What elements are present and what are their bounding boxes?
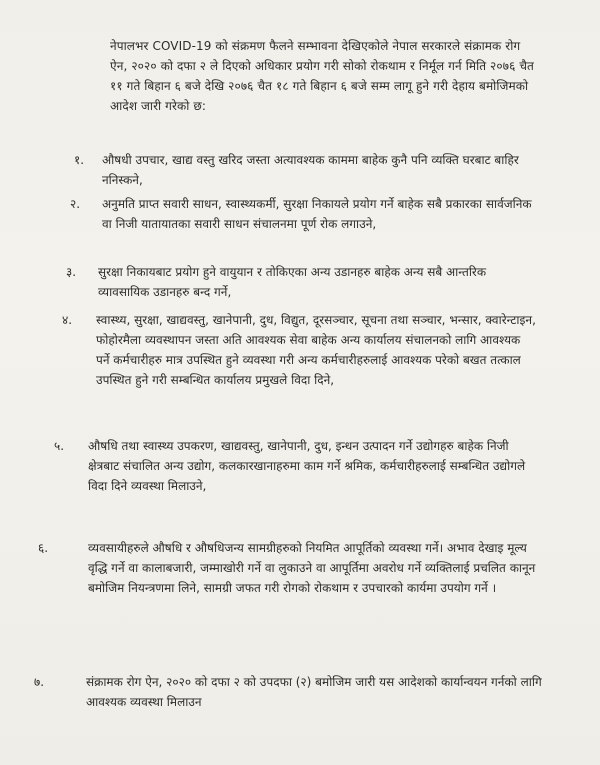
item-number: ४. [62, 313, 73, 327]
item-text: सुरक्षा निकायबाट प्रयोग हुने वायुयान र तोकिएका अन्य उडानहरु बाहेक अन्य सबै आन्तरिक व्यावसायिक उडानहरु बन्द गर्ने, [98, 265, 487, 299]
item-number: ७. [34, 675, 45, 689]
item-text: अनुमति प्राप्त सवारी साधन, स्वास्थ्यकर्मी, सुरक्षा निकायले प्रयोग गर्ने बाहेक सबै प्रकारका सार्वजनिक वा निजी यातायातका सवारी साधन संचालनमा पूर्ण रोक लगाउने, [102, 197, 532, 231]
item-number: १. [74, 153, 85, 167]
item-number: ३. [66, 265, 77, 279]
item-text: व्यवसायीहरुले औषधि र औषधिजन्य सामग्रीहरुको नियमित आपूर्तिको व्यवस्था गर्ने। अभाव देखाइ मूल्य वृद्धि गर्ने वा कालाबजारी, जम्माखोरी गर्ने वा लुकाउने वा आपूर्तिमा अवरोध गर्ने व्यक्तिलाई प्रचलित कानून बमोजिम नियन्त्रणमा लिने, सामग्री जफत गरी रोगको रोकथाम र उपचारको कार्यमा उपयोग गर्ने । [88, 541, 536, 595]
item-text: संक्रामक रोग ऐन, २०२० को दफा २ को उपदफा (२) बमोजिम जारी यस आदेशको कार्यान्वयन गर्नको लागि आवश्यक व्यवस्था मिलाउन [86, 675, 542, 709]
intro-paragraph: नेपालभर COVID-19 को संक्रमण फैलने सम्भावना देखिएकोले नेपाल सरकारले संक्रामक रोग ऐन, २०२० को दफा २ ले दिएको अधिकार प्रयोग गरी सोको रोकथाम र निर्मूल गर्न मिति २०७६ चैत ११ गते बिहान ६ बजे देखि २०७६ चैत १८ गते बिहान ६ बजे सम्म लागू हुने गरी देहाय बमोजिमको आदेश जारी गरेको छ: [110, 39, 534, 113]
item-text: औषधि तथा स्वास्थ्य उपकरण, खाद्यवस्तु, खानेपानी, दुध, इन्धन उत्पादन गर्ने उद्योगहरु बाहेक निजी क्षेत्रबाट संचालित अन्य उद्योग, कलकारखानाहरुमा काम गर्ने श्रमिक, कर्मचारीहरुलाई सम्बन्धित उद्योगले विदा दिने व्यवस्था मिलाउने, [88, 439, 526, 493]
item-text: औषधी उपचार, खाद्य वस्तु खरिद जस्ता अत्यावश्यक काममा बाहेक कुनै पनि व्यक्ति घरबाट बाहिर ननिस्कने, [102, 153, 519, 187]
item-number: २. [70, 197, 81, 211]
item-number: ६. [38, 541, 49, 555]
item-text: स्वास्थ्य, सुरक्षा, खाद्यवस्तु, खानेपानी, दुध, विद्युत, दूरसञ्चार, सूचना तथा सञ्चार, भन्सार, क्वारेन्टाइन, फोहोरमैला व्यवस्थापन जस्ता अति आवश्यक सेवा बाहेक अन्य कार्यालय संचालनको लागि आवश्यक पर्ने कर्मचारीहरु मात्र उपस्थित हुने व्यवस्था गरी अन्य कर्मचारीहरुलाई आवश्यक परेको बखत तत्काल उपस्थित हुने गरी सम्बन्धित कार्यालय प्रमुखले विदा दिने, [96, 313, 536, 387]
item-number: ५. [54, 439, 65, 453]
